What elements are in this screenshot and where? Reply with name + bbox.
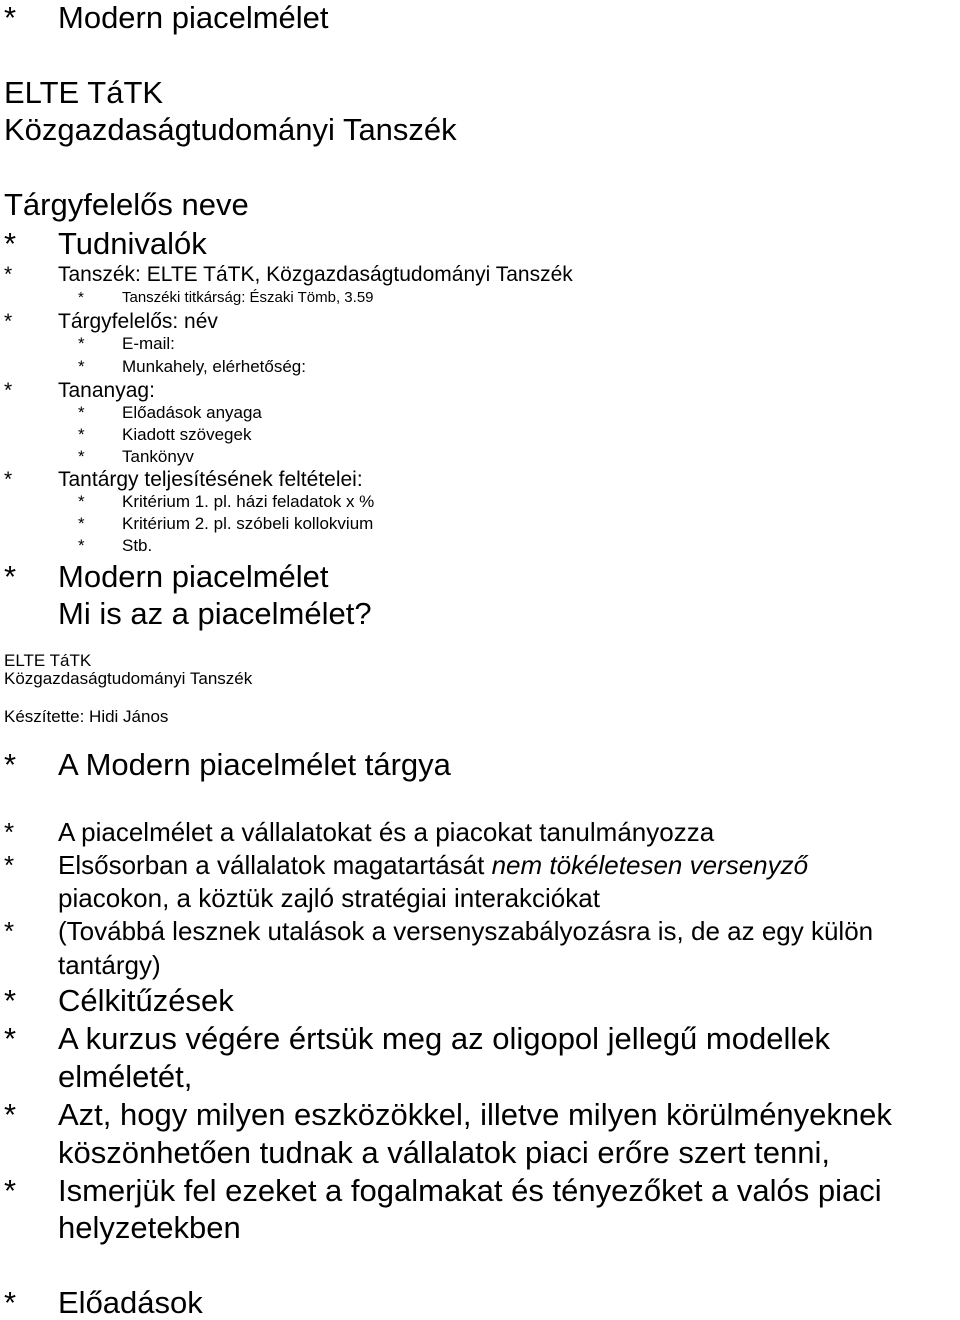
info-material: * Tananyag:	[4, 379, 155, 402]
info-workplace: * Munkahely, elérhetőség:	[78, 357, 306, 376]
info-dept: * Tanszék: ELTE TáTK, Közgazdaságtudományi Tanszék	[4, 263, 573, 286]
section-org: ELTE TáTK	[4, 651, 92, 670]
info-email: * E-mail:	[78, 334, 175, 353]
subject-point: * (Továbbá lesznek utalások a versenyszabályozásra is, de az egy külön	[4, 916, 874, 946]
requirement-item: * Stb.	[78, 536, 153, 555]
requirement-item: * Kritérium 2. pl. szóbeli kollokvium	[78, 514, 374, 533]
department-name: Közgazdaságtudományi Tanszék	[4, 112, 457, 147]
subject-heading: * A Modern piacelmélet tárgya	[4, 747, 451, 782]
goal-item: * Ismerjük fel ezeket a fogalmakat és tényezőket a valós piaci	[4, 1173, 882, 1208]
goal-item: * Azt, hogy milyen eszközökkel, illetve milyen körülményeknek	[4, 1097, 892, 1132]
subject-point-continuation: tantárgy)	[58, 950, 161, 980]
subject-point-continuation: piacokon, a köztük zajló stratégiai interakciókat	[58, 883, 600, 913]
section-department: Közgazdaságtudományi Tanszék	[4, 669, 253, 688]
material-item: * Tankönyv	[78, 447, 194, 466]
goal-item: * A kurzus végére értsük meg az oligopol jellegű modellek	[4, 1021, 830, 1056]
info-heading: * Tudnivalók	[4, 226, 207, 261]
info-dept-office: * Tanszéki titkárság: Északi Tömb, 3.59	[78, 289, 374, 306]
goal-item-continuation: helyzetekben	[58, 1210, 241, 1245]
org-name: ELTE TáTK	[4, 75, 164, 110]
goals-heading: * Célkitűzések	[4, 983, 234, 1018]
course-owner: Tárgyfelelős neve	[4, 187, 249, 222]
subject-point: * A piacelmélet a vállalatokat és a piacokat tanulmányozza	[4, 817, 715, 847]
section-title: * Modern piacelmélet	[4, 559, 329, 594]
info-requirements: * Tantárgy teljesítésének feltételei:	[4, 468, 363, 491]
material-item: * Kiadott szövegek	[78, 425, 252, 444]
requirement-item: * Kritérium 1. pl. házi feladatok x %	[78, 492, 375, 511]
info-owner: * Tárgyfelelős: név	[4, 310, 218, 333]
section-author: Készítette: Hidi János	[4, 707, 169, 726]
goal-item-continuation: elméletét,	[58, 1059, 193, 1094]
material-item: * Előadások anyaga	[78, 403, 262, 422]
lectures-heading: * Előadások	[4, 1285, 203, 1320]
goal-item-continuation: köszönhetően tudnak a vállalatok piaci erőre szert tenni,	[58, 1135, 831, 1170]
section-subtitle: Mi is az a piacelmélet?	[58, 596, 372, 631]
top-title: * Modern piacelmélet	[4, 0, 329, 35]
subject-point: * Elsősorban a vállalatok magatartását nem tökéletesen versenyző	[4, 850, 809, 880]
